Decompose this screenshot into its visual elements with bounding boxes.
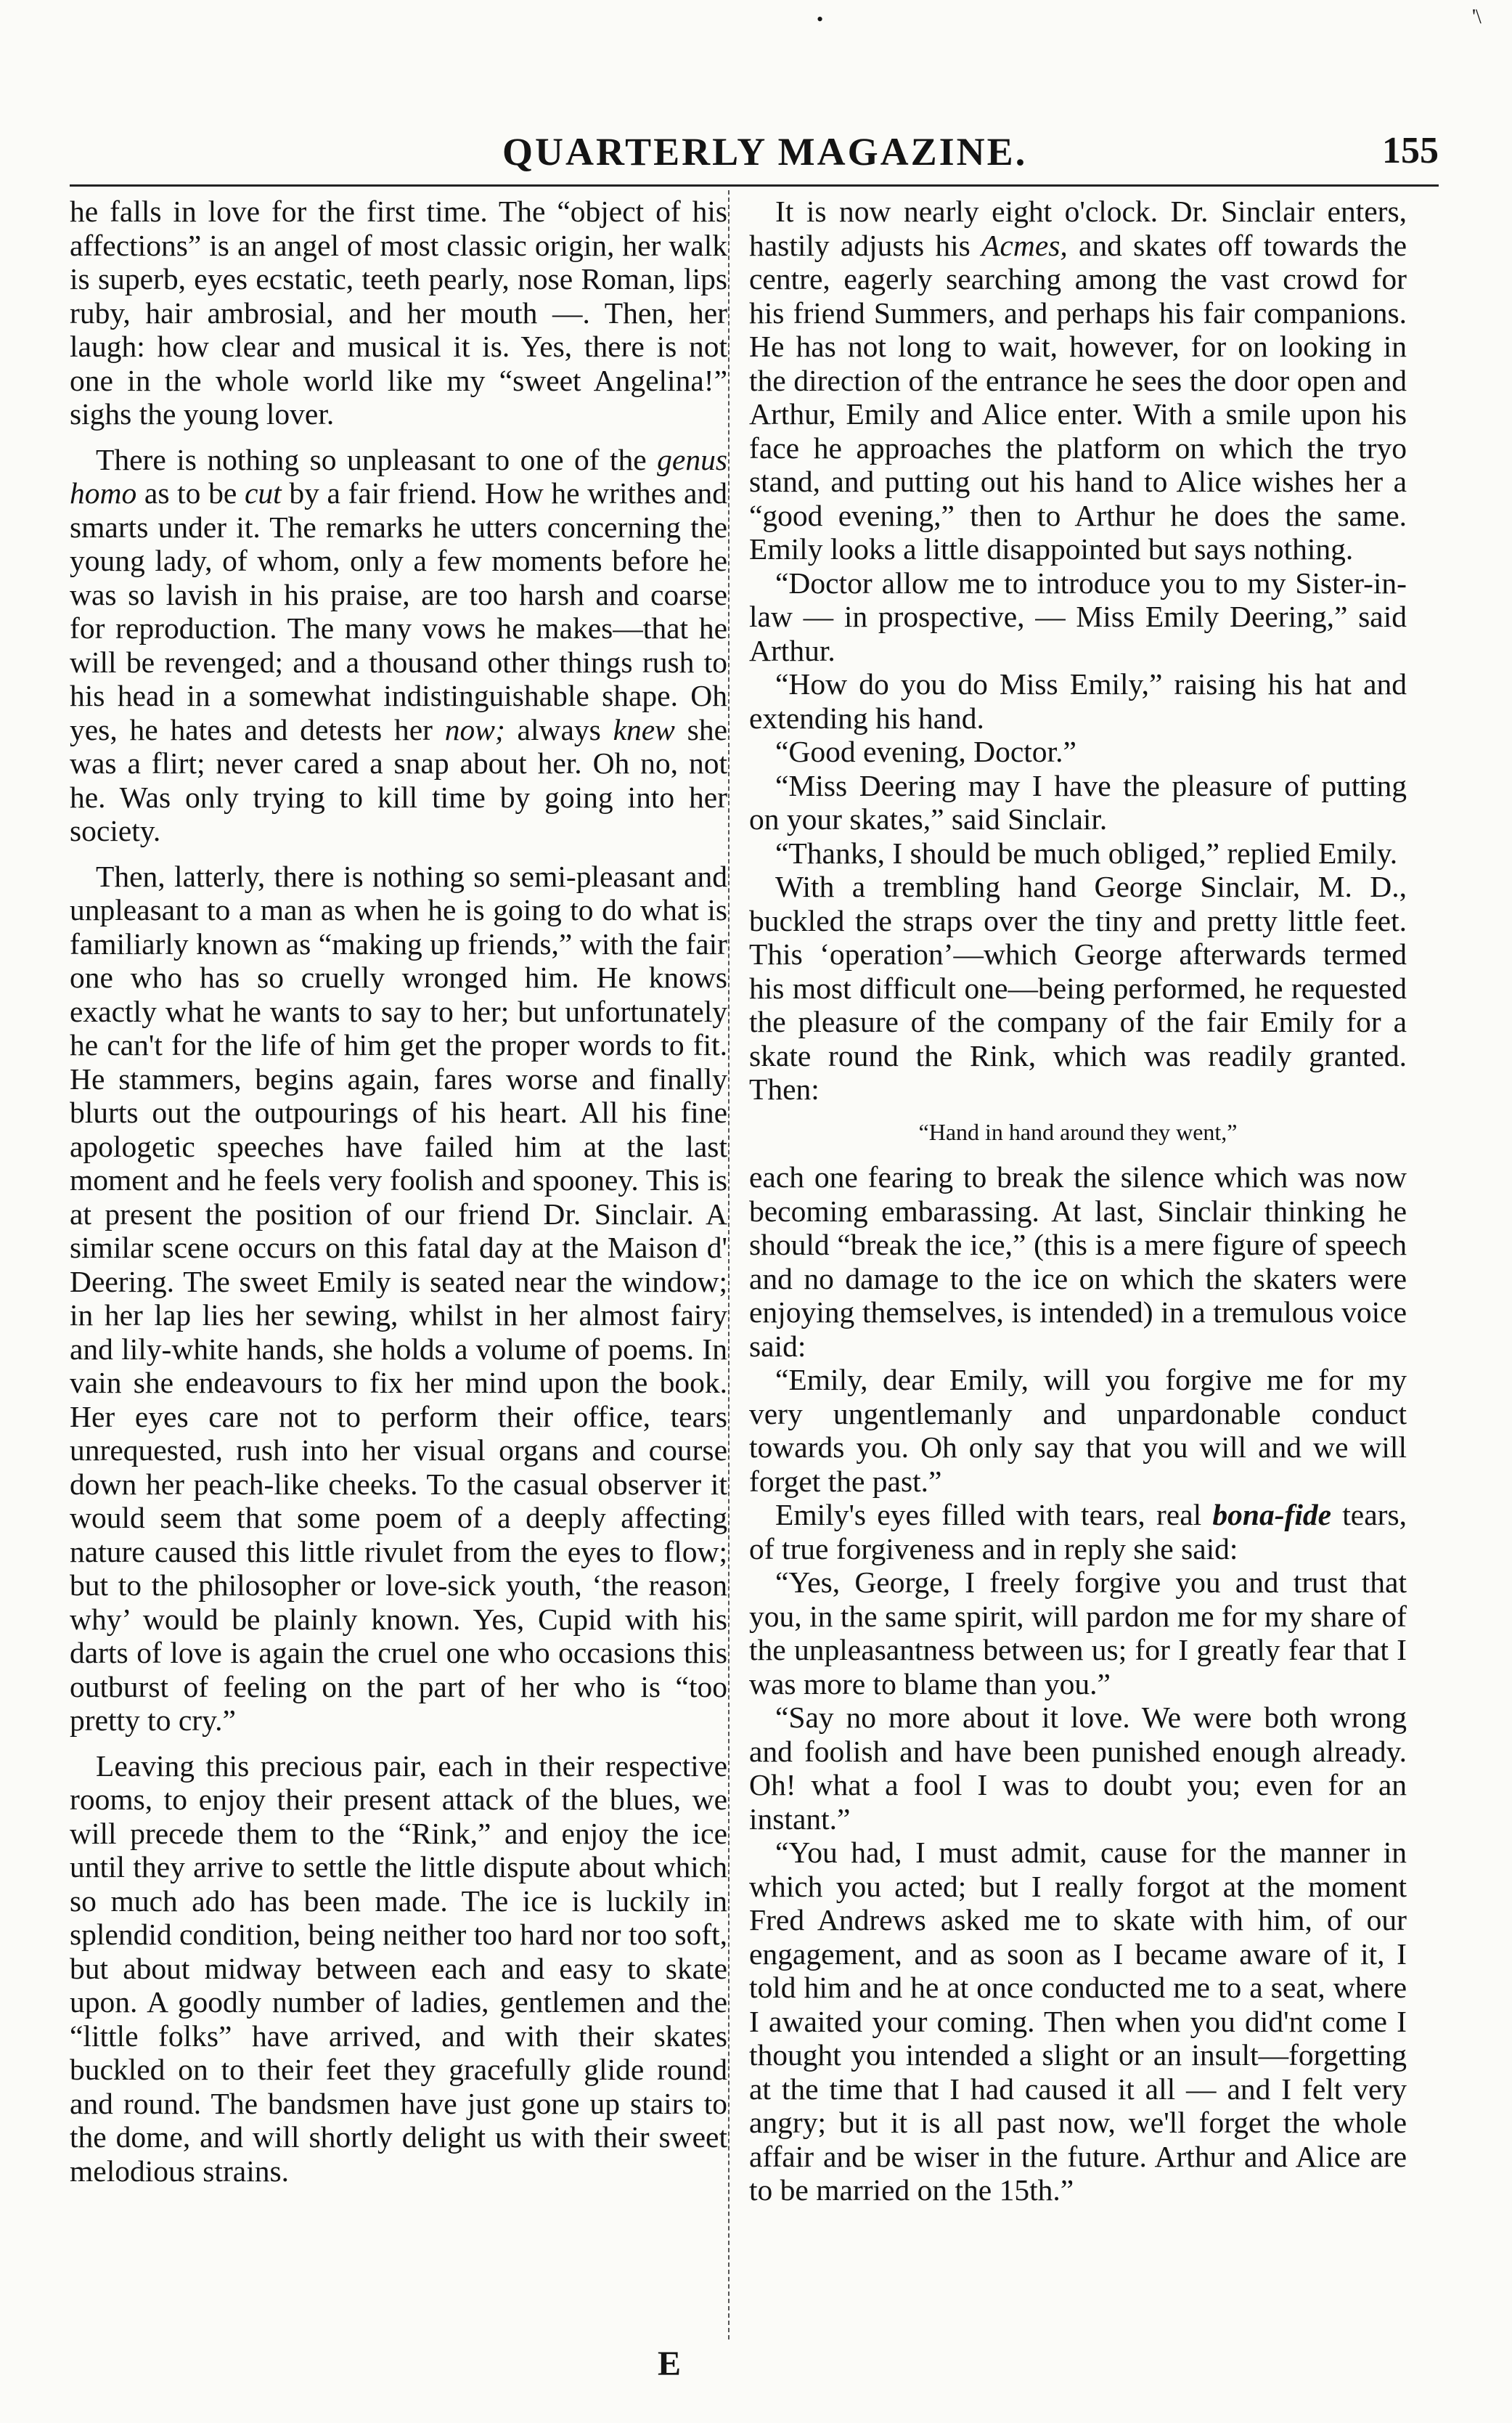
paragraph: It is now nearly eight o'clock. Dr. Sinclair enters, hastily adjusts his Acmes, and skates off towards the centre, eagerly searching among the vast crowd for his friend Summers, and perhaps his fair companions. He has not long to wait, however, for on looking in the direction of the entrance he sees the door open and Arthur, Emily and Alice enter. With a smile upon his face he approaches the platform on which the tryo stand, and putting out his hand to Alice wishes her a “good evening,” then to Arthur he does the same. Emily looks a little disappointed but says nothing.: [749, 195, 1407, 566]
paragraph: Emily's eyes filled with tears, real bona-fide tears, of true forgiveness and in reply she said:: [749, 1498, 1407, 1565]
left-column: [70, 195, 727, 2188]
paragraph: “Good evening, Doctor.”: [775, 735, 1076, 768]
italic-phrase: now;: [444, 712, 505, 746]
italic-phrase: Acmes,: [981, 228, 1068, 262]
column-divider: [728, 190, 730, 2339]
paragraph: Leaving this precious pair, each in their respective rooms, to enjoy their present attack of the blues, we will precede them to the “Rink,” and enjoy the ice until they arrive to settle the little dispute about which so much ado has been made. The ice is luckily in splendid condition, being neither too hard nor too soft, but about midway between each and easy to skate upon. A goodly number of ladies, gentlemen and the “little folks” have arrived, and with their skates buckled on to their feet they gracefully glide round and round. The bandsmen have just gone up stairs to the dome, and will shortly delight us with their sweet melodious strains.: [70, 1748, 727, 2188]
italic-phrase: knew: [613, 712, 675, 746]
magazine-title: QUARTERLY MAGAZINE.: [502, 130, 1028, 174]
italic-phrase: genus homo: [70, 442, 727, 510]
right-column: [749, 195, 1407, 2207]
paragraph: “Doctor allow me to introduce you to my Sister-in-law — in prospective, — Miss Emily Deering,” said Arthur.: [749, 566, 1407, 667]
paragraph: With a trembling hand George Sinclair, M. D., buckled the straps over the tiny and pretty little feet. This ‘operation’—which George afterwards termed his most difficult one—being performed, he requested the pleasure of the company of the fair Emily for a skate round the Rink, which was readily granted. Then:: [749, 870, 1407, 1106]
italic-phrase: cut: [244, 476, 282, 510]
stray-mark-corner: '\: [1472, 6, 1482, 28]
paragraph: “Miss Deering may I have the pleasure of putting on your skates,” said Sinclair.: [749, 768, 1407, 836]
paragraph: Then, latterly, there is nothing so semi-pleasant and unpleasant to a man as when he is going to do what is familiarly known as “making up friends,” with the fair one who has so cruelly wronged him. He knows exactly what he wants to say to her; but unfortunately he can't for the life of him get the proper words to fit. He stammers, begins again, fares worse and finally blurts out the outpourings of his heart. All his fine apologetic speeches have failed him at the last moment and he feels very foolish and spooney. This is at present the position of our friend Dr. Sinclair. A similar scene occurs on this fatal day at the Maison d' Deering. The sweet Emily is seated near the window; in her lap lies her sewing, whilst in her almost fairy and lily-white hands, she holds a volume of poems. In vain she endeavours to fix her mind upon the book. Her eyes care not to perform their office, tears unrequested, rush into her visual organs and course down her peach-like cheeks. To the casual observer it would seem that some poem of a deeply affecting nature caused this little rivulet from the eyes to flow; but to the philosopher or love-sick youth, ‘the reason why’ would be plainly known. Yes, Cupid with his darts of love is again the cruel one who occasions this outburst of feeling on the part of her who is “too pretty to cry.”: [70, 859, 727, 1737]
verse-quote: “Hand in hand around they went,”: [918, 1118, 1238, 1145]
paragraph: “You had, I must admit, cause for the manner in which you acted; but I really forgot at the moment Fred Andrews asked me to skate with him, of our engagement, and as soon as I became aware of it, I told him and he at once conducted me to a seat, where I awaited your coming. Then when you did'nt come I thought you intended a slight or an insult—forgetting at the time that I had caused it all — and I felt very angry; but it is all past now, we'll forget the whole affair and be wiser in the future. Arthur and Alice are to be married on the 15th.”: [749, 1836, 1407, 2207]
paragraph: “Thanks, I should be much obliged,” replied Emily.: [775, 836, 1398, 870]
paragraph: “Say no more about it love. We were both wrong and foolish and have been punished enough already. Oh! what a fool I was to doubt you; even for an instant.”: [749, 1701, 1407, 1836]
paragraph: “Emily, dear Emily, will you forgive me for my very ungentlemanly and unpardonable conduct towards you. Oh only say that you will and we will forget the past.”: [749, 1363, 1407, 1498]
header-rule: [70, 184, 1439, 187]
paragraph: There is nothing so unpleasant to one of the genus homo as to be cut by a fair friend. How he writhes and smarts under it. The remarks he utters concerning the young lady, of whom, only a few moments before he was so lavish in his praise, are too harsh and coarse for reproduction. The many vows he makes—that he will be revenged; and a thousand other things rush to his head in a somewhat indistinguishable shape. Oh yes, he hates and detests her now; always knew she was a flirt; never cared a snap about her. Oh no, not he. Was only trying to kill time by going into her society.: [70, 442, 727, 847]
bold-italic-phrase: bona-fide: [1212, 1498, 1332, 1531]
paragraph: “Yes, George, I freely forgive you and trust that you, in the same spirit, will pardon me for my share of the unpleasantness between us; for I greatly fear that I was more to blame than you.”: [749, 1565, 1407, 1701]
running-header: [444, 129, 1439, 180]
stray-mark-top: •: [817, 9, 824, 30]
printer-signature-mark: E: [658, 2345, 682, 2383]
paragraph: “How do you do Miss Emily,” raising his hat and extending his hand.: [749, 667, 1407, 735]
paragraph: he falls in love for the first time. The “object of his affections” is an angel of most classic origin, her walk is superb, eyes ecstatic, teeth pearly, nose Roman, lips ruby, hair ambrosial, and her mouth —. Then, her laugh: how clear and musical it is. Yes, there is not one in the whole world like my “sweet Angelina!” sighs the young lover.: [70, 195, 727, 431]
page-number: 155: [1382, 130, 1439, 171]
paragraph: each one fearing to break the silence which was now becoming embarassing. At last, Sinclair thinking he should “break the ice,” (this is a mere figure of speech and no damage to the ice on which the skaters were enjoying themselves, is intended) in a tremulous voice said:: [749, 1160, 1407, 1363]
